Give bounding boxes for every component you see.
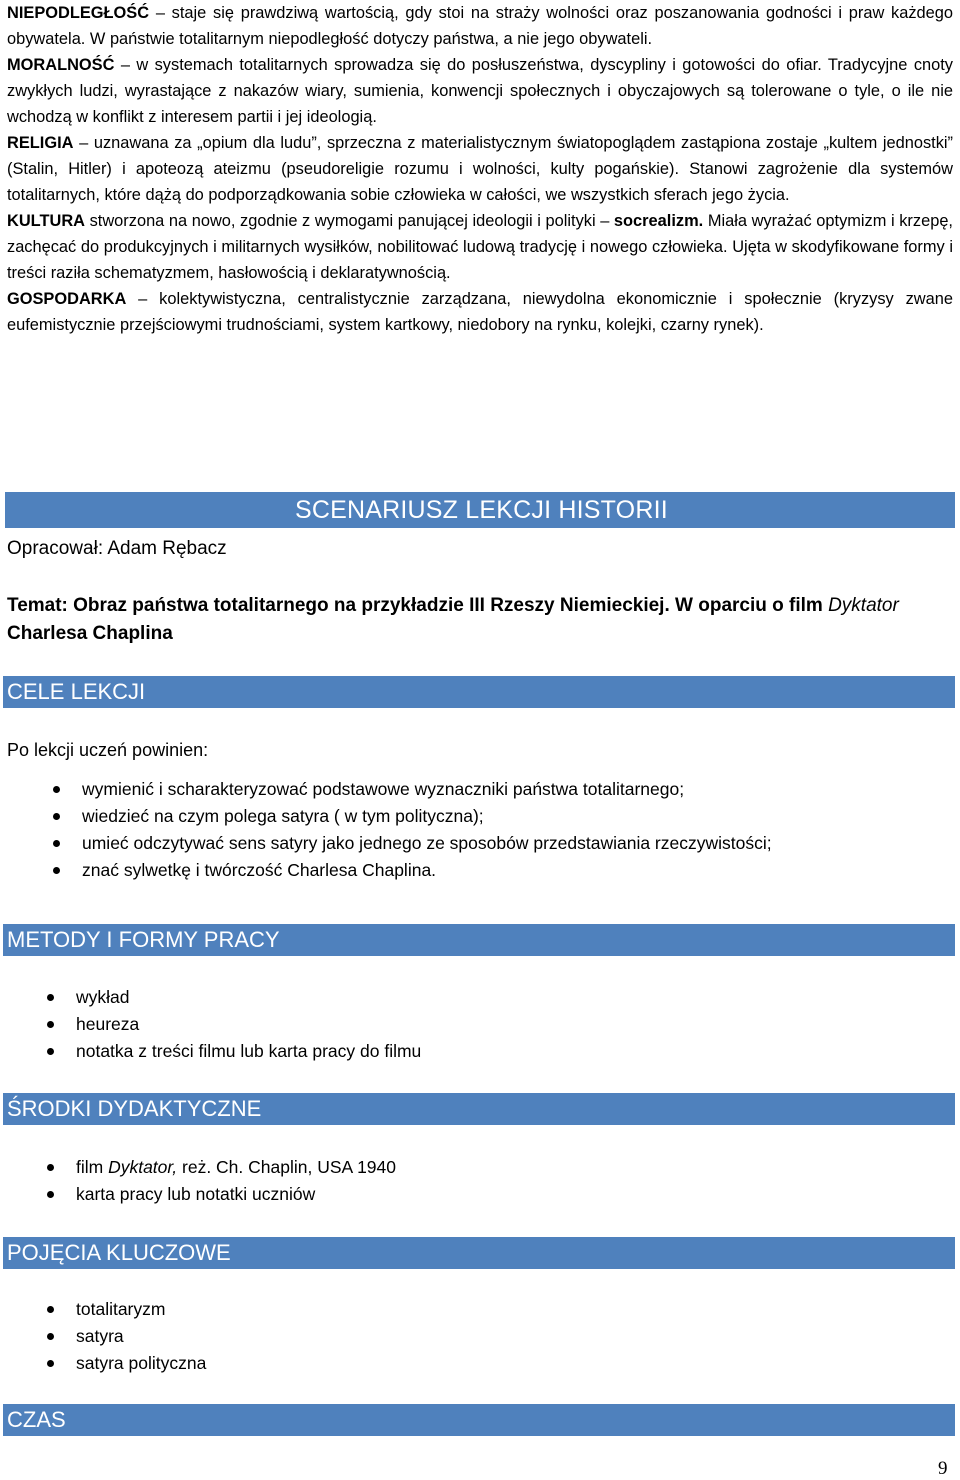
section-heading-metody bbox=[3, 924, 955, 956]
author-line: Opracował: Adam Rębacz bbox=[7, 538, 227, 559]
metody-list bbox=[76, 984, 421, 1065]
term-niepodleglosc: NIEPODLEGŁOŚĆ bbox=[7, 4, 150, 22]
topic-text: Temat: Obraz państwa totalitarnego na przykładzie III Rzeszy Niemieckiej. W oparciu o film bbox=[7, 595, 829, 616]
section-heading-text: METODY I FORMY PRACY bbox=[7, 927, 280, 952]
definition-niepodleglosc bbox=[7, 0, 953, 52]
section-heading-srodki bbox=[3, 1093, 955, 1125]
section-heading-text: ŚRODKI DYDAKTYCZNE bbox=[7, 1096, 262, 1121]
list-item: notatka z treści filmu lub karta pracy do filmu bbox=[76, 1038, 421, 1065]
definition-text: – kolektywistyczna, centralistycznie zarządzana, niewydolna ekonomicznie i społecznie (kryzysy zwane eufemistycznie przejściowymi trudnościami, system kartkowy, niedobory na rynku, kolejki, czarny rynek). bbox=[7, 290, 953, 334]
cele-intro: Po lekcji uczeń powinien: bbox=[7, 740, 209, 760]
definitions-block bbox=[7, 0, 953, 338]
list-item: umieć odczytywać sens satyry jako jednego ze sposobów przedstawiania rzeczywistości; bbox=[82, 830, 772, 857]
definition-text: – staje się prawdziwą wartością, gdy stoi na straży wolności oraz poszanowania godności i praw każdego obywatela. W państwie totalitarnym niepodległość dotyczy państwa, a nie jego obywateli. bbox=[7, 4, 953, 48]
definition-text: – uznawana za „opium dla ludu”, sprzeczna z materialistycznym światopoglądem zastąpiona zostaje „kultem jednostki” (Stalin, Hitler) i apoteozą ateizmu (pseudoreligie rozumu i wolności, kulty pogańskie). Stanowi zagrożenie dla systemów totalitarnych, które dążą do podporządkowania sobie człowieka w całości, we wszystkich sferach jego życia. bbox=[7, 134, 953, 204]
section-heading-czas bbox=[3, 1404, 955, 1436]
definition-text: stworzona na nowo, zgodnie z wymogami panującej ideologii i polityki – bbox=[85, 212, 614, 230]
section-heading-text: POJĘCIA KLUCZOWE bbox=[7, 1240, 231, 1265]
list-item: wiedzieć na czym polega satyra ( w tym polityczna); bbox=[82, 803, 772, 830]
definition-text: – w systemach totalitarnych sprowadza się do posłuszeństwa, dyscypliny i gotowości do ofiar. Tradycyjne cnoty zwykłych ludzi, wyrastające z nakazów wiary, sumienia, konwencji społecznych i obyczajowych są tolerowane o tyle, o ile nie wchodzą w konflikt z interesem partii i jej ideologią. bbox=[7, 56, 953, 126]
term-gospodarka: GOSPODARKA bbox=[7, 290, 127, 308]
list-item: satyra bbox=[76, 1323, 206, 1350]
definition-religia bbox=[7, 130, 953, 208]
list-item: znać sylwetkę i twórczość Charlesa Chaplina. bbox=[82, 857, 772, 884]
list-item: wymienić i scharakteryzować podstawowe wyznaczniki państwa totalitarnego; bbox=[82, 776, 772, 803]
term-socrealizm: socrealizm. bbox=[613, 212, 704, 230]
item-text: film bbox=[76, 1157, 109, 1177]
term-religia: RELIGIA bbox=[7, 134, 74, 152]
definition-text: Miała wyrażać optymizm i krzepę, zachęcać do produkcyjnych i militarnych wysiłków, nobilitować ludową tradycję i nowego człowieka. Ujęta w skodyfikowane formy i treści raziła schematyzmem, hasłowością i deklaratywnością. bbox=[7, 212, 953, 282]
page-number: 9 bbox=[938, 1458, 948, 1479]
section-heading-text: CELE LEKCJI bbox=[7, 679, 146, 704]
definition-moralnosc bbox=[7, 52, 953, 130]
srodki-list bbox=[76, 1154, 396, 1208]
item-text: reż. Ch. Chaplin, USA 1940 bbox=[177, 1157, 397, 1177]
definition-kultura bbox=[7, 208, 953, 286]
topic-film-title: Dyktator bbox=[828, 595, 899, 616]
list-item: satyra polityczna bbox=[76, 1350, 206, 1377]
cele-list bbox=[82, 776, 772, 884]
section-heading-cele bbox=[3, 676, 955, 708]
list-item bbox=[76, 1154, 396, 1181]
pojecia-list bbox=[76, 1296, 206, 1377]
lesson-topic bbox=[7, 592, 947, 648]
term-moralnosc: MORALNOŚĆ bbox=[7, 56, 115, 74]
topic-text-end: Charlesa Chaplina bbox=[7, 623, 173, 644]
list-item: heureza bbox=[76, 1011, 421, 1038]
document-title: SCENARIUSZ LEKCJI HISTORII bbox=[295, 496, 668, 524]
section-heading-text: CZAS bbox=[7, 1407, 66, 1432]
section-heading-pojecia bbox=[3, 1237, 955, 1269]
definition-gospodarka bbox=[7, 286, 953, 338]
film-title: Dyktator, bbox=[108, 1157, 178, 1177]
term-kultura: KULTURA bbox=[7, 212, 85, 230]
list-item: wykład bbox=[76, 984, 421, 1011]
list-item: karta pracy lub notatki uczniów bbox=[76, 1181, 396, 1208]
list-item: totalitaryzm bbox=[76, 1296, 206, 1323]
